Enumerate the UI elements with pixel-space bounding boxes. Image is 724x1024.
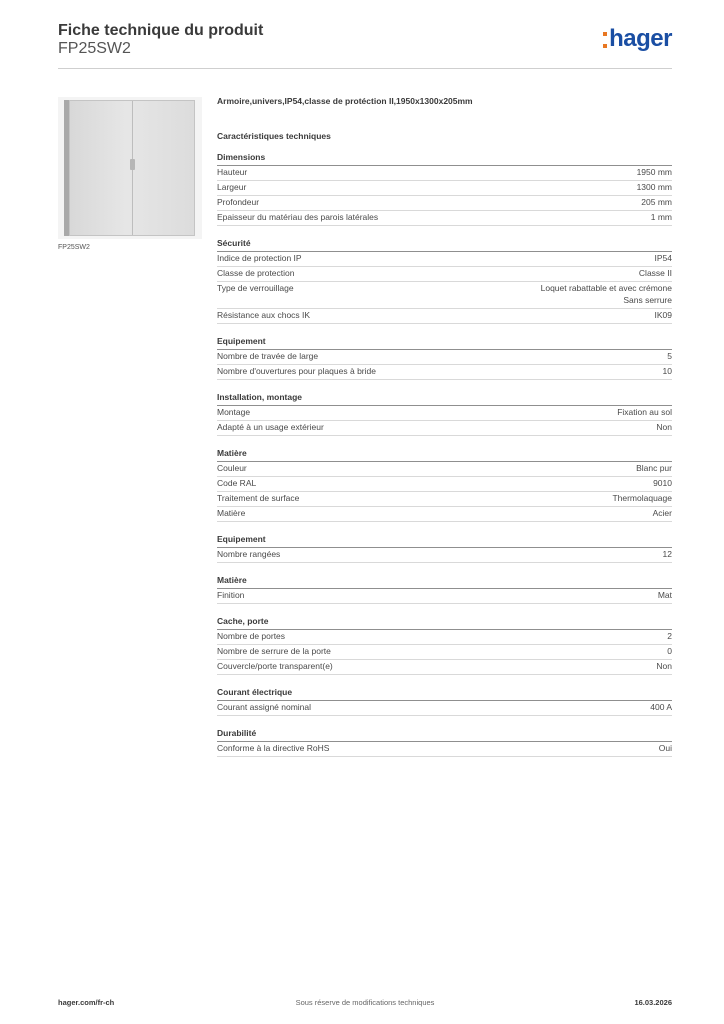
spec-value-line: 1 mm (650, 212, 672, 222)
spec-value-line: 10 (662, 365, 672, 376)
spec-row (217, 365, 672, 380)
spec-label: Couleur (217, 462, 247, 473)
spec-row (217, 282, 672, 309)
spec-value (641, 197, 672, 209)
spec-value-line: 2 (667, 630, 672, 641)
section-title: Matière (217, 575, 672, 589)
spec-label: Classe de protection (217, 268, 295, 278)
spec-row (217, 166, 672, 181)
spec-row (217, 462, 672, 477)
spec-label: Conforme à la directive RoHS (217, 742, 330, 753)
spec-value-line: 1300 mm (636, 182, 672, 192)
spec-section (217, 238, 672, 324)
spec-value (650, 702, 672, 714)
product-description: Armoire,univers,IP54,classe de protéction II,1950x1300x205mm (217, 96, 473, 106)
section-title: Installation, montage (217, 392, 672, 406)
section-title: Durabilité (217, 728, 672, 742)
spec-section (217, 616, 672, 675)
spec-row (217, 589, 672, 604)
cabinet-handle-icon (130, 159, 135, 170)
spec-value (637, 182, 672, 194)
spec-value (663, 366, 672, 378)
spec-value (663, 549, 672, 561)
spec-label: Hauteur (217, 167, 248, 177)
spec-row (217, 196, 672, 211)
footer-website: hager.com/fr-ch (58, 998, 115, 1007)
spec-label: Epaisseur du matériau des parois latérales (217, 212, 379, 222)
section-title: Sécurité (217, 238, 672, 252)
tech-characteristics-heading: Caractéristiques techniques (217, 131, 331, 141)
spec-label: Montage (217, 406, 251, 417)
spec-section (217, 448, 672, 522)
spec-row (217, 630, 672, 645)
spec-row (217, 350, 672, 365)
spec-value-line: 0 (667, 645, 672, 656)
section-title: Matière (217, 448, 672, 462)
spec-row (217, 211, 672, 226)
hager-logo (603, 26, 672, 52)
spec-row (217, 267, 672, 282)
spec-row (217, 701, 672, 716)
spec-value-line: Fixation au sol (617, 406, 672, 417)
spec-value-line: 9010 (653, 477, 672, 488)
spec-value (655, 310, 673, 322)
spec-label: Finition (217, 589, 245, 600)
spec-value (659, 743, 672, 755)
spec-section (217, 392, 672, 436)
spec-row (217, 421, 672, 436)
spec-section (217, 687, 672, 716)
footer-date: 16.03.2026 (634, 998, 672, 1007)
spec-label: Nombre de serrure de la porte (217, 645, 331, 656)
section-title: Courant électrique (217, 687, 672, 701)
page-title: Fiche technique du produit (58, 22, 264, 39)
spec-label: Nombre d'ouvertures pour plaques à bride (217, 365, 376, 376)
spec-value-line: Sans serrure (623, 294, 672, 305)
spec-value-line: Loquet rabattable et avec crémone (540, 283, 672, 293)
spec-value (655, 253, 673, 265)
spec-label: Largeur (217, 182, 247, 192)
spec-value (667, 646, 672, 658)
spec-label: Matière (217, 507, 246, 518)
spec-label: Adapté à un usage extérieur (217, 421, 324, 432)
section-title: Cache, porte (217, 616, 672, 630)
spec-section (217, 534, 672, 563)
spec-value (639, 268, 672, 280)
spec-label: Nombre de travée de large (217, 350, 319, 361)
spec-row (217, 477, 672, 492)
product-reference: FP25SW2 (58, 40, 131, 57)
image-caption: FP25SW2 (58, 244, 90, 251)
spec-label: Courant assigné nominal (217, 701, 312, 712)
page-footer (58, 998, 672, 1010)
spec-row (217, 660, 672, 675)
spec-row (217, 548, 672, 563)
spec-value (637, 167, 672, 179)
spec-value (653, 508, 672, 520)
spec-value-line: 12 (662, 548, 672, 559)
spec-value-line: 205 mm (641, 197, 672, 207)
spec-label: Couvercle/porte transparent(e) (217, 660, 333, 671)
spec-value (667, 351, 672, 363)
header-divider (58, 68, 672, 69)
spec-value-line: IP54 (654, 253, 672, 263)
spec-value (541, 283, 672, 306)
spec-label: Profondeur (217, 197, 260, 207)
spec-section (217, 728, 672, 757)
spec-value (656, 422, 672, 434)
spec-row (217, 252, 672, 267)
spec-content (217, 96, 672, 757)
spec-label: Code RAL (217, 477, 257, 488)
spec-row (217, 406, 672, 421)
spec-value-line: Non (656, 421, 672, 432)
spec-row (217, 492, 672, 507)
spec-label: Nombre rangées (217, 548, 281, 559)
product-image (58, 97, 202, 239)
spec-value-line: Oui (658, 742, 672, 753)
spec-label: Traitement de surface (217, 492, 300, 503)
spec-value-line: Classe II (638, 268, 672, 278)
spec-label: Résistance aux chocs IK (217, 309, 311, 320)
spec-label: Type de verrouillage (217, 283, 294, 293)
spec-value (651, 212, 672, 224)
spec-value (617, 407, 672, 419)
logo-dots-icon (603, 32, 607, 48)
section-title: Dimensions (217, 152, 672, 166)
spec-value-line: Acier (652, 507, 672, 518)
spec-value (653, 478, 672, 490)
spec-value-line: 400 A (650, 701, 672, 712)
spec-value (612, 493, 672, 505)
spec-value (656, 661, 672, 673)
spec-section (217, 336, 672, 380)
spec-row (217, 181, 672, 196)
spec-value-line: 5 (667, 350, 672, 361)
spec-value-line: 1950 mm (636, 167, 672, 177)
spec-value-line: Blanc pur (636, 462, 672, 473)
footer-notice: Sous réserve de modifications techniques (295, 998, 435, 1007)
spec-value (636, 463, 672, 475)
spec-label: Nombre de portes (217, 630, 286, 641)
spec-value (658, 590, 672, 602)
spec-value (667, 631, 672, 643)
page-header (58, 20, 672, 68)
spec-value-line: IK09 (654, 309, 672, 320)
spec-section (217, 152, 672, 226)
spec-value-line: Non (656, 660, 672, 671)
section-title: Equipement (217, 336, 672, 350)
spec-value-line: Thermolaquage (612, 492, 672, 503)
spec-sections (217, 152, 672, 757)
spec-row (217, 742, 672, 757)
spec-value-line: Mat (657, 589, 672, 600)
spec-section (217, 575, 672, 604)
spec-label: Indice de protection IP (217, 253, 302, 263)
spec-row (217, 507, 672, 522)
spec-row (217, 309, 672, 324)
spec-row (217, 645, 672, 660)
section-title: Equipement (217, 534, 672, 548)
logo-text: hager (609, 25, 672, 52)
